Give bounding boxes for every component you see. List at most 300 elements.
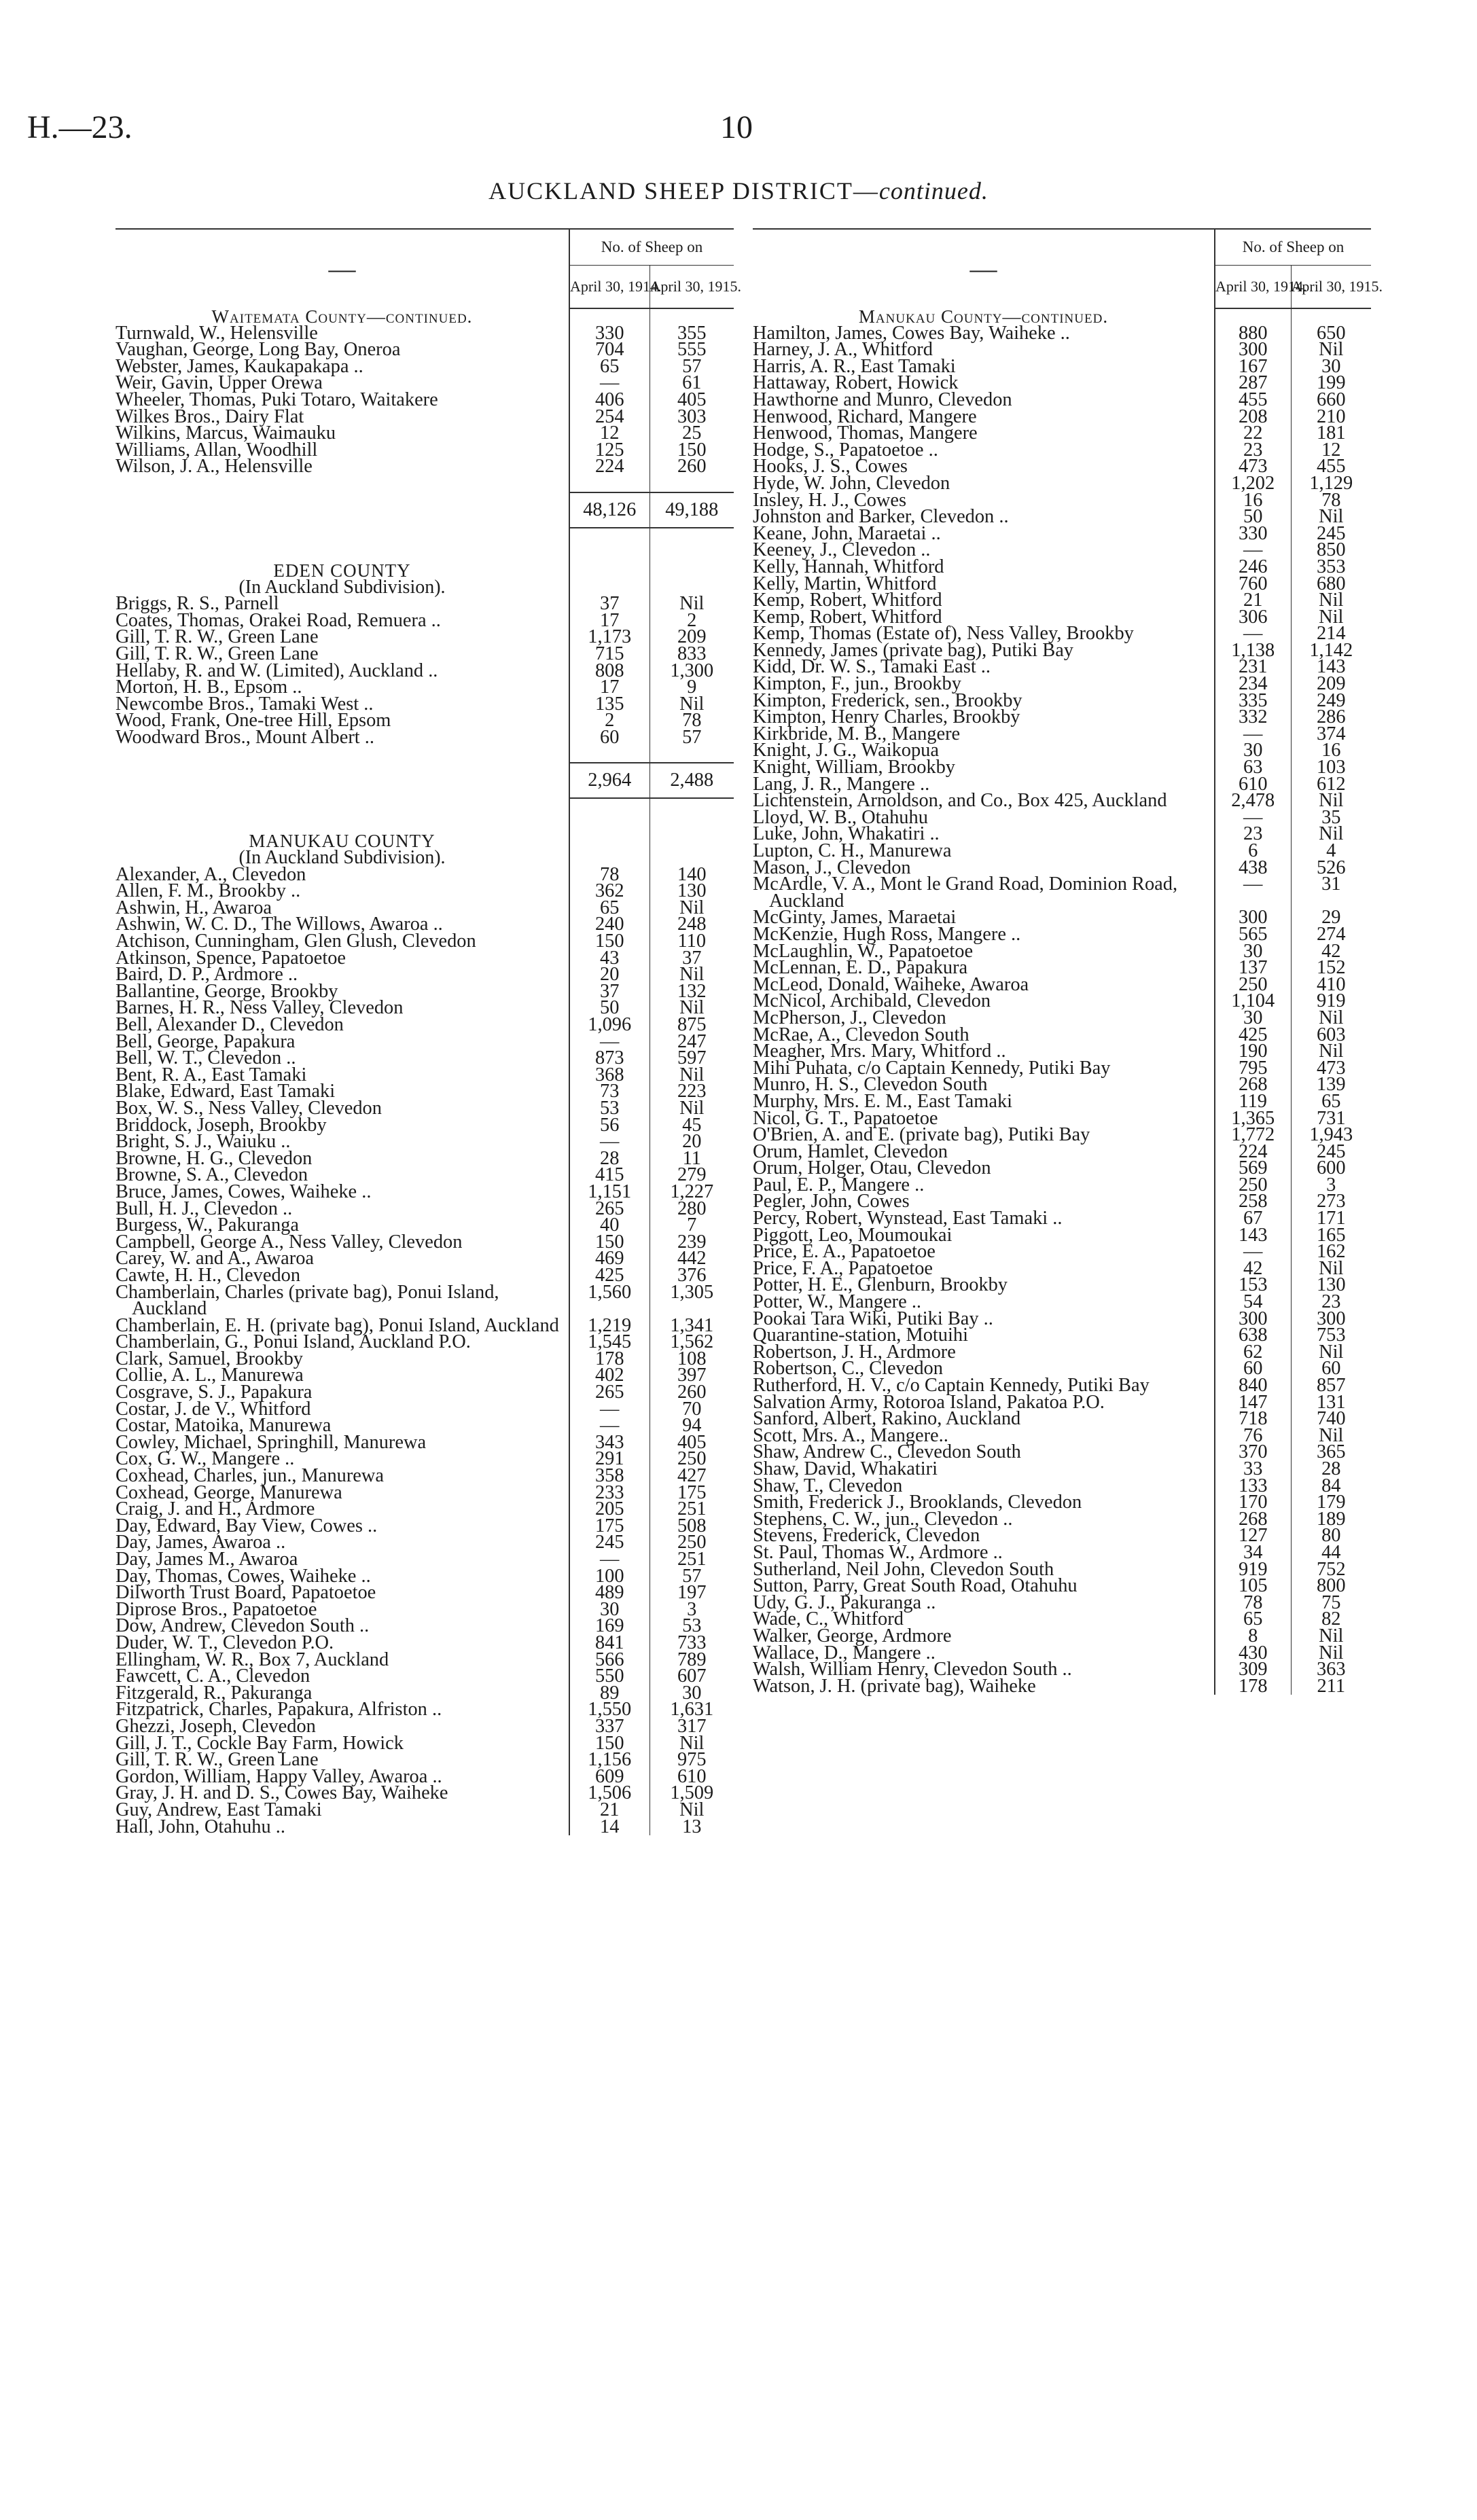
owner-name: Nicol, G. T., Papatoetoe: [753, 1107, 938, 1129]
report-code: H.—23.: [27, 109, 132, 145]
sheep-count-1914: 30: [1215, 943, 1291, 960]
sheep-count-1915: 223: [677, 1081, 707, 1102]
sheep-count-1914: 1,151: [569, 1184, 649, 1201]
sheep-count-1914: 1,138: [1215, 643, 1291, 660]
owner-name: Box, W. S., Ness Valley, Clevedon: [115, 1097, 382, 1119]
sheep-count-1915: 508: [677, 1515, 707, 1536]
sheep-count-1915: 28: [1321, 1458, 1341, 1479]
owner-name: Wilson, J. A., Helensville: [115, 456, 313, 478]
sheep-count-1915: 94: [682, 1415, 702, 1437]
sheep-count-1915: 23: [1321, 1291, 1341, 1313]
sheep-count-1915: 650: [1316, 322, 1346, 344]
section-heading-text: MANUKAU COUNTY: [249, 831, 435, 852]
owner-name: Gill, T. R. W., Green Lane: [115, 1749, 319, 1771]
sheep-count-1914: 265: [569, 1201, 649, 1218]
sheep-count-1914: 62: [1215, 1344, 1291, 1361]
header-year-1915: April 30, 1915.: [649, 266, 734, 309]
sheep-count-1914: 16: [1215, 492, 1291, 509]
sheep-count-1914: 715: [569, 646, 649, 663]
header-group: No. of Sheep on: [1215, 229, 1371, 266]
sheep-count-1915: 612: [1316, 773, 1346, 795]
owner-name: Alexander, A., Clevedon: [115, 863, 306, 885]
owner-name: Hyde, W. John, Clevedon: [753, 472, 950, 494]
owner-name: Carey, W. and A., Awaroa: [115, 1248, 315, 1270]
sheep-count-1915: 84: [1321, 1475, 1341, 1496]
sheep-count-1915: Nil: [679, 964, 705, 986]
sheep-count-1915: Nil: [679, 1097, 705, 1119]
owner-name: Hodge, S., Papatoetoe ..: [753, 439, 938, 461]
owner-name: Hattaway, Robert, Howick: [753, 372, 959, 394]
sheep-count-1915: 353: [1316, 556, 1346, 577]
sheep-count-1915: Nil: [1319, 590, 1344, 611]
owner-name: Kimpton, F., jun., Brookby: [753, 673, 961, 695]
sheep-count-1914: 268: [1215, 1511, 1291, 1528]
sheep-count-1914: 1,506: [569, 1785, 649, 1802]
owner-name: Shaw, Andrew C., Clevedon South: [753, 1441, 1021, 1463]
sheep-count-1914: —: [569, 1551, 649, 1568]
right-table: [753, 228, 1383, 1697]
owner-name: McLaughlin, W., Papatoetoe: [753, 940, 974, 962]
owner-name: Hellaby, R. and W. (Limited), Auckland ..: [115, 660, 438, 681]
sheep-count-1914: 569: [1215, 1160, 1291, 1177]
owner-name: Price, E. A., Papatoetoe: [753, 1241, 936, 1263]
sheep-count-1914: —: [569, 1134, 649, 1151]
sheep-count-1914: 150: [569, 933, 649, 950]
sheep-count-1914: 137: [1215, 960, 1291, 977]
sheep-count-1915: 473: [1316, 1057, 1346, 1079]
owner-name: Smith, Frederick J., Brooklands, Clevedon: [753, 1492, 1082, 1513]
sheep-count-1915: 12: [1321, 439, 1341, 461]
owner-name: Turnwald, W., Helensville: [115, 322, 318, 344]
owner-name: Sanford, Albert, Rakino, Auckland: [753, 1408, 1021, 1430]
sheep-count-1915: 209: [1316, 673, 1346, 695]
spacer-row: [115, 528, 734, 562]
sheep-count-1915: 740: [1316, 1408, 1346, 1430]
sheep-count-1915: 57: [682, 726, 702, 748]
sheep-count-1915: Nil: [1319, 790, 1344, 812]
owner-name: Chamberlain, E. H. (private bag), Ponui Island, Auckland: [115, 1314, 559, 1336]
owner-name: Lupton, C. H., Manurewa: [753, 840, 952, 861]
owner-name: Webster, James, Kaukapakapa ..: [115, 355, 363, 377]
sheep-count-1915: 363: [1316, 1659, 1346, 1680]
owner-name: Kelly, Hannah, Whitford: [753, 556, 944, 577]
owner-name: Hooks, J. S., Cowes: [753, 456, 908, 478]
sheep-count-1915: 165: [1316, 1224, 1346, 1246]
owner-name: Quarantine-station, Motuihi: [753, 1325, 968, 1346]
owner-name: Watson, J. H. (private bag), Waiheke: [753, 1675, 1036, 1697]
sheep-count-1914: 56: [569, 1117, 649, 1134]
owner-name: Ellingham, W. R., Box 7, Auckland: [115, 1649, 389, 1670]
sheep-count-1914: 167: [1215, 359, 1291, 376]
right-column: [753, 228, 1383, 1697]
sheep-count-1914: 566: [569, 1652, 649, 1669]
sheep-count-1914: 78: [569, 867, 649, 884]
page-number: 10: [720, 109, 753, 145]
sheep-count-1914: 21: [1215, 592, 1291, 609]
spacer-row: [115, 746, 734, 763]
owner-name: Bright, S. J., Waiuku ..: [115, 1131, 291, 1153]
owner-name: Hamilton, James, Cowes Bay, Waiheke ..: [753, 322, 1070, 344]
owner-name: Piggott, Leo, Moumoukai: [753, 1224, 953, 1246]
header-dash: —: [115, 229, 569, 308]
owner-name: Bent, R. A., East Tamaki: [115, 1064, 307, 1085]
sheep-count-1915: 211: [1317, 1675, 1346, 1697]
owner-name: Atkinson, Spence, Papatoetoe: [115, 947, 346, 969]
sheep-count-1914: 1,096: [569, 1017, 649, 1034]
sheep-count-1915: 162: [1316, 1241, 1346, 1263]
owner-name: Pookai Tara Wiki, Putiki Bay ..: [753, 1308, 993, 1329]
sheep-count-1915: Nil: [679, 1732, 705, 1754]
owner-name: Wheeler, Thomas, Puki Totaro, Waitakere: [115, 389, 438, 410]
sheep-count-1915: 260: [677, 456, 707, 478]
owner-name: Wilkins, Marcus, Waimauku: [115, 422, 336, 444]
owner-name: Mihi Puhata, c/o Captain Kennedy, Putiki Bay: [753, 1057, 1111, 1079]
owner-name: Harris, A. R., East Tamaki: [753, 355, 956, 377]
section-subheading: (In Auckland Subdivision).: [238, 576, 446, 598]
sheep-count-1915: 37: [682, 947, 702, 969]
owner-name: Walker, George, Ardmore: [753, 1625, 952, 1646]
owner-name: Cowley, Michael, Springhill, Manurewa: [115, 1431, 427, 1453]
sheep-count-1915: Nil: [679, 897, 705, 918]
sheep-count-1915: 30: [1321, 355, 1341, 377]
sheep-count-1915: 171: [1316, 1208, 1346, 1229]
owner-name: Kidd, Dr. W. S., Tamaki East ..: [753, 656, 991, 678]
left-column: [115, 228, 741, 1837]
sheep-count-1915: 1,631: [670, 1699, 714, 1721]
sheep-count-1915: 75: [1321, 1591, 1341, 1613]
owner-name: Bell, W. T., Clevedon ..: [115, 1047, 296, 1069]
sheep-count-1915: 273: [1316, 1191, 1346, 1212]
owner-name: Knight, J. G., Waikopua: [753, 740, 939, 761]
owner-row: [115, 458, 734, 475]
sheep-count-1914: 37: [569, 984, 649, 1001]
sheep-count-1915: 427: [677, 1465, 707, 1487]
sheep-count-1914: 406: [569, 392, 649, 409]
owner-name: Luke, John, Whakatiri ..: [753, 823, 940, 845]
sheep-count-1914: 840: [1215, 1378, 1291, 1394]
owner-name: Wilkes Bros., Dairy Flat: [115, 406, 304, 427]
sheep-count-1915: 800: [1316, 1575, 1346, 1597]
sheep-count-1915: 731: [1316, 1107, 1346, 1129]
sheep-count-1915: Nil: [1319, 1041, 1344, 1062]
sheep-count-1915: 600: [1316, 1157, 1346, 1179]
owner-name: Lang, J. R., Mangere ..: [753, 773, 930, 795]
sheep-count-1915: 16: [1321, 740, 1341, 761]
owner-name: Shaw, David, Whakatiri: [753, 1458, 938, 1479]
sheep-count-1914: 231: [1215, 659, 1291, 676]
owner-name: Keeney, J., Clevedon ..: [753, 539, 931, 561]
sheep-count-1915: 35: [1321, 806, 1341, 828]
sheep-count-1915: 857: [1316, 1375, 1346, 1396]
sheep-count-1914: —: [569, 1401, 649, 1418]
owner-name: Paul, E. P., Mangere ..: [753, 1174, 925, 1195]
sheep-count-1914: 125: [569, 442, 649, 459]
sheep-count-1914: 178: [1215, 1678, 1291, 1695]
spacer-row: [115, 475, 734, 492]
sheep-count-1914: 240: [569, 916, 649, 933]
sheep-count-1915: 1,305: [670, 1281, 714, 1303]
sheep-count-1914: 550: [569, 1668, 649, 1685]
sheep-count-1914: 246: [1215, 559, 1291, 576]
sheep-count-1914: 808: [569, 663, 649, 680]
section-heading-text: EDEN COUNTY: [273, 560, 411, 581]
total-1914: 48,126: [569, 492, 649, 528]
owner-name: Woodward Bros., Mount Albert ..: [115, 726, 374, 748]
sheep-count-1914: 169: [569, 1618, 649, 1635]
sheep-count-1914: 343: [569, 1435, 649, 1452]
sheep-count-1914: 358: [569, 1468, 649, 1485]
sheep-count-1915: 1,562: [670, 1331, 714, 1353]
sheep-count-1915: 1,509: [670, 1782, 714, 1804]
sheep-count-1915: 31: [1321, 874, 1341, 895]
sheep-count-1914: 1,560: [569, 1284, 649, 1318]
sheep-count-1914: 60: [1215, 1361, 1291, 1378]
sheep-count-1915: 11: [682, 1147, 701, 1169]
sheep-count-1915: 53: [682, 1615, 702, 1637]
owner-name: Wade, C., Whitford: [753, 1608, 904, 1630]
sheep-count-1914: 1,104: [1215, 993, 1291, 1010]
title-main: AUCKLAND SHEEP DISTRICT—: [488, 177, 879, 204]
sheep-count-1914: 306: [1215, 609, 1291, 626]
sheep-count-1915: 555: [677, 339, 707, 361]
owner-name: Duder, W. T., Clevedon P.O.: [115, 1632, 334, 1653]
owner-name: Vaughan, George, Long Bay, Oneroa: [115, 339, 401, 361]
sheep-count-1914: 250: [1215, 977, 1291, 994]
sheep-count-1915: 789: [677, 1649, 707, 1670]
sheep-count-1915: 260: [677, 1382, 707, 1403]
sheep-count-1914: 469: [569, 1250, 649, 1267]
sheep-count-1914: 205: [569, 1501, 649, 1518]
sheep-count-1915: Nil: [1319, 1257, 1344, 1279]
section-heading-text: Waitemata County—continued.: [211, 306, 473, 327]
sheep-count-1915: 303: [677, 406, 707, 427]
owner-name: Guy, Andrew, East Tamaki: [115, 1799, 322, 1820]
sheep-count-1914: 565: [1215, 926, 1291, 943]
sheep-count-1915: 140: [677, 863, 707, 885]
owner-name: Knight, William, Brookby: [753, 757, 956, 778]
sheep-count-1914: 40: [569, 1217, 649, 1234]
owner-name: McPherson, J., Clevedon: [753, 1007, 946, 1028]
sheep-count-1914: —: [1215, 876, 1291, 910]
sheep-count-1915: 179: [1316, 1492, 1346, 1513]
section-heading-text: Manukau County—continued.: [858, 306, 1109, 327]
sheep-count-1915: 286: [1316, 706, 1346, 728]
header-year-1914: April 30, 1914.: [569, 266, 649, 309]
owner-name: Fitzpatrick, Charles, Papakura, Alfriston ..: [115, 1699, 442, 1721]
sheep-count-1914: 105: [1215, 1578, 1291, 1595]
owner-name: Gordon, William, Happy Valley, Awaroa ..: [115, 1765, 442, 1787]
sheep-count-1915: 57: [682, 355, 702, 377]
sheep-count-1914: 402: [569, 1367, 649, 1384]
sheep-count-1914: 147: [1215, 1394, 1291, 1411]
sheep-count-1914: 2: [569, 713, 649, 730]
sheep-count-1914: 76: [1215, 1428, 1291, 1445]
owner-name: Campbell, George A., Ness Valley, Clevedon: [115, 1231, 463, 1253]
sheep-count-1914: 50: [1215, 509, 1291, 526]
sheep-count-1915: 210: [1316, 406, 1346, 427]
sheep-count-1914: 30: [1215, 742, 1291, 759]
owner-name: Costar, Matoika, Manurewa: [115, 1415, 332, 1437]
sheep-count-1914: 438: [1215, 860, 1291, 877]
sheep-count-1915: 9: [687, 677, 697, 698]
sheep-count-1914: 841: [569, 1635, 649, 1652]
sheep-count-1915: 753: [1316, 1325, 1346, 1346]
owner-name: Meagher, Mrs. Mary, Whitford ..: [753, 1041, 1006, 1062]
owner-name: McKenzie, Hugh Ross, Mangere ..: [753, 923, 1021, 945]
sheep-count-1915: 607: [677, 1666, 707, 1687]
sheep-count-1915: 250: [677, 1448, 707, 1470]
sheep-count-1915: 1,227: [670, 1181, 714, 1202]
sheep-count-1914: 73: [569, 1083, 649, 1100]
sheep-count-1914: 1,202: [1215, 475, 1291, 492]
owner-name: Bell, Alexander D., Clevedon: [115, 1014, 344, 1035]
sheep-count-1914: 368: [569, 1067, 649, 1084]
sheep-count-1914: 1,173: [569, 629, 649, 646]
sheep-count-1915: 4: [1326, 840, 1336, 861]
sheep-count-1915: 355: [677, 322, 707, 344]
sheep-count-1915: Nil: [1319, 1424, 1344, 1446]
sheep-count-1914: —: [569, 1034, 649, 1051]
sheep-count-1915: 175: [677, 1481, 707, 1503]
sheep-count-1914: 415: [569, 1167, 649, 1184]
sheep-count-1915: 189: [1316, 1508, 1346, 1530]
sheep-count-1915: 405: [677, 1431, 707, 1453]
sheep-count-1915: 3: [1326, 1174, 1336, 1195]
sheep-count-1915: 610: [677, 1765, 707, 1787]
owner-name: Rutherford, H. V., c/o Captain Kennedy, Putiki Bay: [753, 1375, 1150, 1396]
sheep-count-1915: 374: [1316, 723, 1346, 744]
sheep-count-1914: 28: [569, 1151, 649, 1168]
sheep-count-1914: 12: [569, 425, 649, 442]
sheep-count-1914: 1,156: [569, 1752, 649, 1769]
sheep-count-1915: 274: [1316, 923, 1346, 945]
sheep-count-1914: 119: [1215, 1094, 1291, 1111]
owner-name: Barnes, H. R., Ness Valley, Clevedon: [115, 997, 404, 1019]
sheep-count-1915: 1,129: [1309, 472, 1353, 494]
sheep-count-1915: 365: [1316, 1441, 1346, 1463]
sheep-count-1914: 8: [1215, 1628, 1291, 1645]
owner-name: Cox, G. W., Mangere ..: [115, 1448, 295, 1470]
sheep-count-1914: 268: [1215, 1077, 1291, 1094]
sheep-count-1914: 638: [1215, 1327, 1291, 1344]
sheep-count-1914: 67: [1215, 1210, 1291, 1227]
sheep-count-1914: 265: [569, 1384, 649, 1401]
owner-name: Johnston and Barker, Clevedon ..: [753, 506, 1009, 528]
sheep-count-1915: 397: [677, 1365, 707, 1386]
owner-name: Craig, J. and H., Ardmore: [115, 1498, 315, 1520]
sheep-count-1915: 603: [1316, 1024, 1346, 1045]
sheep-count-1914: 153: [1215, 1277, 1291, 1294]
sheep-count-1915: 251: [677, 1549, 707, 1570]
sheep-count-1915: 29: [1321, 907, 1341, 929]
sheep-count-1915: 249: [1316, 689, 1346, 711]
sheep-count-1914: 873: [569, 1050, 649, 1067]
sheep-count-1914: 425: [1215, 1027, 1291, 1044]
sheep-count-1914: 133: [1215, 1478, 1291, 1495]
sheep-count-1914: 234: [1215, 676, 1291, 693]
sheep-count-1915: 42: [1321, 940, 1341, 962]
sheep-count-1914: 43: [569, 950, 649, 967]
owner-name: Atchison, Cunningham, Glen Glush, Clevedon: [115, 931, 476, 952]
owner-name: Morton, H. B., Epsom ..: [115, 677, 302, 698]
owner-name: Williams, Allan, Woodhill: [115, 439, 318, 461]
sheep-count-1915: 57: [682, 1565, 702, 1587]
owner-name: Bruce, James, Cowes, Waiheke ..: [115, 1181, 372, 1202]
sheep-count-1914: 143: [1215, 1227, 1291, 1244]
owner-name: Robertson, J. H., Ardmore: [753, 1341, 956, 1363]
owner-name: Chamberlain, Charles (private bag), Ponui Island, Auckland: [115, 1281, 499, 1320]
sheep-count-1915: 103: [1316, 757, 1346, 778]
owner-name: Burgess, W., Pakuranga: [115, 1214, 299, 1236]
sheep-count-1915: 300: [1316, 1308, 1346, 1329]
sheep-count-1915: 70: [682, 1398, 702, 1420]
owner-name: Sutherland, Neil John, Clevedon South: [753, 1558, 1054, 1580]
owner-row: [753, 876, 1371, 910]
sheep-count-1914: 362: [569, 883, 649, 900]
page-title: [0, 177, 1477, 205]
owner-name: Briddock, Joseph, Brookby: [115, 1114, 327, 1136]
owner-name: Kimpton, Henry Charles, Brookby: [753, 706, 1020, 728]
sheep-count-1914: 190: [1215, 1043, 1291, 1060]
owner-name: Day, James, Awaroa ..: [115, 1532, 286, 1553]
sheep-count-1915: 61: [682, 372, 702, 394]
sheep-count-1914: 370: [1215, 1444, 1291, 1461]
owner-name: Briggs, R. S., Parnell: [115, 593, 279, 615]
total-1914: 2,964: [569, 763, 649, 798]
sheep-count-1914: 609: [569, 1769, 649, 1786]
owner-name: Gill, T. R. W., Green Lane: [115, 626, 319, 648]
owner-name: Wood, Frank, One-tree Hill, Epsom: [115, 710, 391, 732]
owner-row: [115, 1819, 734, 1836]
sheep-count-1914: 919: [1215, 1562, 1291, 1579]
sheep-count-1914: 2,478: [1215, 793, 1291, 810]
sheep-count-1914: 33: [1215, 1461, 1291, 1478]
sheep-count-1915: 30: [682, 1682, 702, 1704]
owner-name: Kennedy, James (private bag), Putiki Bay: [753, 639, 1074, 661]
sheep-count-1914: 489: [569, 1585, 649, 1602]
owner-name: Potter, W., Mangere ..: [753, 1291, 922, 1313]
total-1915: 2,488: [649, 763, 734, 798]
sheep-count-1914: 65: [569, 900, 649, 917]
sheep-count-1914: 23: [1215, 826, 1291, 843]
sheep-count-1914: 42: [1215, 1261, 1291, 1278]
owner-name: Bull, H. J., Clevedon ..: [115, 1198, 293, 1219]
sheep-count-1914: 150: [569, 1735, 649, 1752]
sheep-count-1914: 54: [1215, 1294, 1291, 1311]
sheep-count-1915: 660: [1316, 389, 1346, 410]
owner-name: Percy, Robert, Wynstead, East Tamaki ..: [753, 1208, 1063, 1229]
owner-name: Fitzgerald, R., Pakuranga: [115, 1682, 313, 1704]
owner-name: Cawte, H. H., Clevedon: [115, 1264, 301, 1286]
sheep-count-1914: 291: [569, 1451, 649, 1468]
sheep-count-1914: 150: [569, 1234, 649, 1251]
sheep-count-1915: 1,943: [1309, 1124, 1353, 1146]
sheep-count-1914: 330: [569, 325, 649, 342]
sheep-count-1915: 2: [687, 609, 697, 631]
sheep-count-1914: 455: [1215, 392, 1291, 409]
owner-name: Kirkbride, M. B., Mangere: [753, 723, 961, 744]
sheep-count-1915: 680: [1316, 573, 1346, 594]
owner-name: Chamberlain, G., Ponui Island, Auckland P.O.: [115, 1331, 471, 1353]
sheep-count-1914: 78: [1215, 1595, 1291, 1612]
sheep-count-1915: 1,142: [1309, 639, 1353, 661]
owner-name: Clark, Samuel, Brookby: [115, 1348, 303, 1369]
owner-name: McLennan, E. D., Papakura: [753, 957, 968, 979]
sheep-count-1914: 21: [569, 1802, 649, 1819]
sheep-count-1915: 410: [1316, 973, 1346, 995]
owner-name: Ballantine, George, Brookby: [115, 980, 338, 1002]
sheep-count-1915: 152: [1316, 957, 1346, 979]
